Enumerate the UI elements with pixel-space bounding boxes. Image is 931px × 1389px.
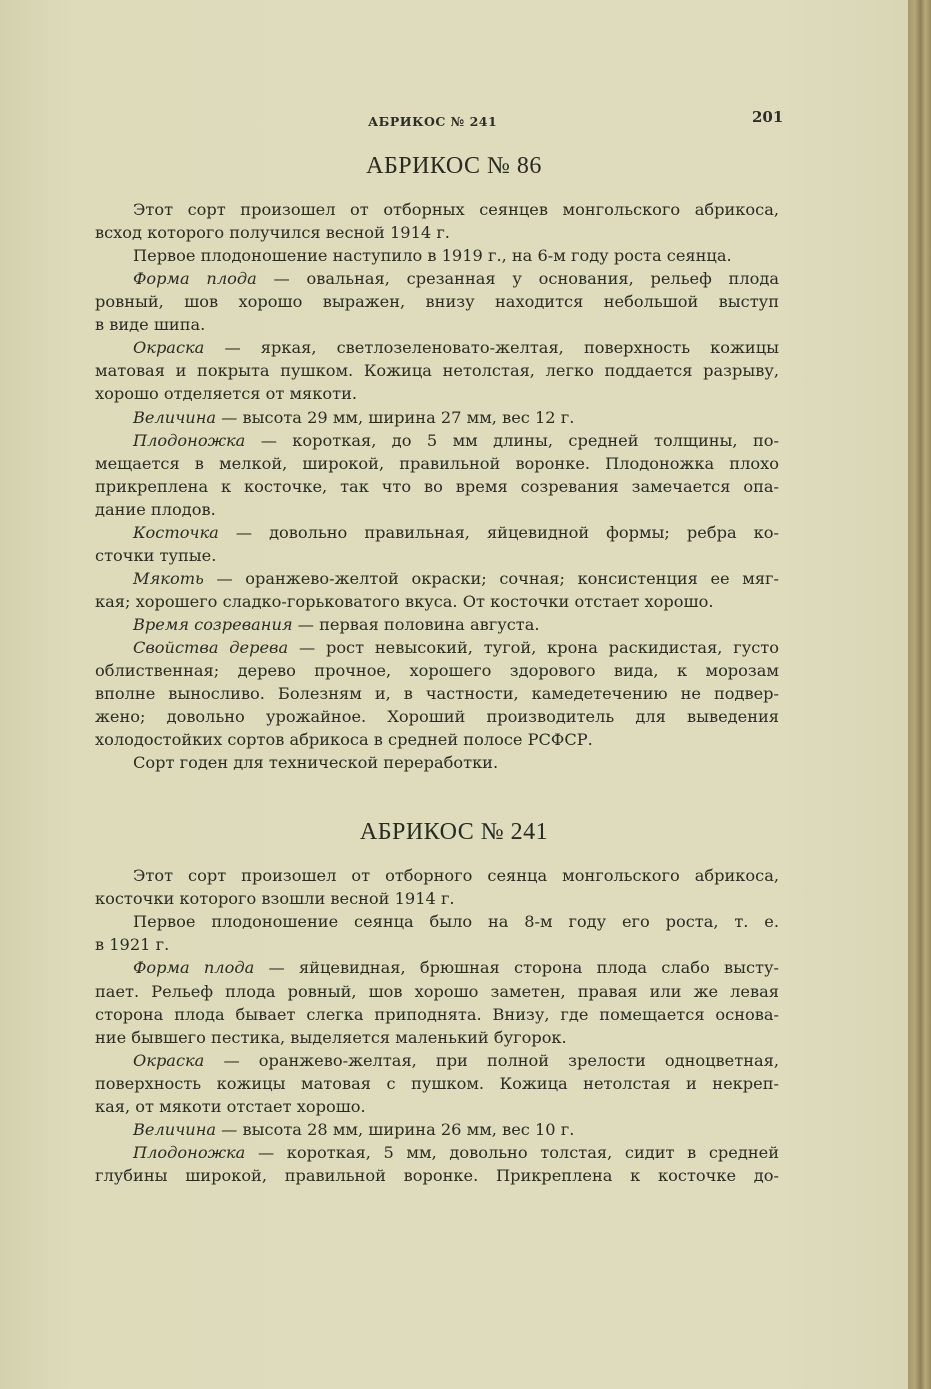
line-text: Первое плодоношение наступило в 1919 г., на 6-м году роста сеянца. xyxy=(133,246,732,266)
line-text: мещается в мелкой, широкой, правильной воронке. Плодоножка плохо xyxy=(95,453,779,473)
line-text: кая; хорошего сладко-горьковатого вкуса. От косточки отстает хорошо. xyxy=(95,591,714,611)
text-line xyxy=(95,1003,779,1026)
text-line xyxy=(133,521,779,544)
term-label: Окраска xyxy=(133,1050,205,1070)
section-title: АБРИКОС № 241 xyxy=(359,819,549,845)
line-text: — высота 28 мм, ширина 26 мм, вес 10 г. xyxy=(216,1120,575,1140)
text-line xyxy=(95,1095,779,1118)
text-line xyxy=(95,590,779,613)
text-line xyxy=(95,452,779,475)
line-text: ние бывшего пестика, выделяется маленький бугорок. xyxy=(95,1027,567,1047)
text-line xyxy=(133,567,779,590)
line-text: — высота 29 мм, ширина 27 мм, вес 12 г. xyxy=(216,407,575,427)
term-label: Мякоть xyxy=(133,568,204,588)
page-number: 201 xyxy=(752,108,784,126)
line-text: Этот сорт произошел от отборного сеянца монгольского абрикоса, xyxy=(133,866,779,885)
text-line xyxy=(133,910,779,933)
text-line xyxy=(133,956,779,979)
text-line xyxy=(95,359,779,382)
line-text: глубины широкой, правильной воронке. Прикреплена к косточке до- xyxy=(95,1166,779,1186)
line-text: облиственная; дерево прочное, хорошего здорового вида, к морозам xyxy=(95,661,779,680)
text-line xyxy=(133,267,779,290)
running-head: АБРИКОС № 241 xyxy=(368,114,498,129)
line-text: сторона плода бывает слегка приподнята. Внизу, где помещается основа- xyxy=(95,1004,779,1024)
text-line xyxy=(95,728,779,751)
line-text: — короткая, до 5 мм длины, средней толщины, по- xyxy=(245,430,779,450)
text-line xyxy=(95,290,779,313)
term-label: Свойства дерева xyxy=(133,638,289,657)
line-text: Сорт годен для технической переработки. xyxy=(133,753,499,773)
text-line xyxy=(95,382,779,405)
line-text: — оранжево-желтой окраски; сочная; консистенция ее мяг- xyxy=(203,568,779,588)
text-line xyxy=(95,313,779,336)
text-line xyxy=(95,1026,779,1049)
line-text: холодостойких сортов абрикоса в средней полосе РСФСР. xyxy=(95,730,593,750)
line-text: сточки тупые. xyxy=(95,545,217,565)
text-line xyxy=(133,864,779,887)
term-label: Плодоножка xyxy=(133,430,246,450)
page-edge xyxy=(908,0,931,1389)
text-line xyxy=(95,659,779,682)
section-title: АБРИКОС № 86 xyxy=(366,153,542,179)
text-line xyxy=(95,1072,779,1095)
text-line xyxy=(133,636,779,659)
term-label: Косточка xyxy=(133,522,219,542)
text-line xyxy=(133,1118,779,1141)
text-line xyxy=(133,1049,779,1072)
text-line xyxy=(95,705,779,728)
line-text: — рост невысокий, тугой, крона раскидистая, густо xyxy=(288,638,780,657)
text-line xyxy=(95,980,779,1003)
text-line xyxy=(95,933,779,956)
term-label: Время созревания xyxy=(133,614,293,634)
text-line xyxy=(95,1164,779,1187)
line-text: прикреплена к косточке, так что во время созревания замечается опа- xyxy=(95,476,779,496)
text-line xyxy=(133,244,779,267)
line-text: — оранжево-желтая, при полной зрелости одноцветная, xyxy=(204,1050,779,1070)
line-text: всход которого получился весной 1914 г. xyxy=(95,223,450,243)
text-line xyxy=(133,406,779,429)
line-text: — довольно правильная, яйцевидной формы; ребра ко- xyxy=(218,522,779,542)
term-label: Величина xyxy=(133,1120,217,1140)
text-line xyxy=(133,336,779,359)
term-label: Форма плода xyxy=(133,958,255,978)
line-text: в 1921 г. xyxy=(95,935,170,955)
text-line xyxy=(133,613,779,636)
term-label: Окраска xyxy=(133,338,205,358)
text-line xyxy=(95,498,779,521)
line-text: вполне выносливо. Болезням и, в частности, камедетечению не подвер- xyxy=(95,684,779,703)
line-text: — овальная, срезанная у основания, рельеф плода xyxy=(256,269,779,289)
text-line xyxy=(95,682,779,705)
line-text: в виде шипа. xyxy=(95,315,206,335)
line-text: хорошо отделяется от мякоти. xyxy=(95,384,358,404)
line-text: жено; довольно урожайное. Хороший производитель для выведения xyxy=(95,707,779,727)
line-text: пает. Рельеф плода ровный, шов хорошо заметен, правая или же левая xyxy=(95,981,779,1001)
text-line xyxy=(95,475,779,498)
line-text: поверхность кожицы матовая с пушком. Кожица нетолстая и некреп- xyxy=(95,1073,779,1093)
text-line xyxy=(133,1141,779,1164)
line-text: — короткая, 5 мм, довольно толстая, сидит в средней xyxy=(245,1143,779,1163)
line-text: матовая и покрыта пушком. Кожица нетолстая, легко поддается разрыву, xyxy=(95,361,779,381)
text-line xyxy=(95,544,779,567)
line-text: косточки которого взошли весной 1914 г. xyxy=(95,889,455,909)
text-line xyxy=(95,221,779,244)
line-text: — яркая, светлозеленовато-желтая, поверхность кожицы xyxy=(204,338,779,358)
line-text: дание плодов. xyxy=(95,499,216,519)
line-text: кая, от мякоти отстает хорошо. xyxy=(95,1097,366,1116)
line-text: Этот сорт произошел от отборных сеянцев монгольского абрикоса, xyxy=(133,200,779,219)
term-label: Форма плода xyxy=(133,269,257,289)
text-line xyxy=(133,429,779,452)
text-line xyxy=(133,751,779,774)
line-text: — яйцевидная, брюшная сторона плода слабо высту- xyxy=(254,958,779,978)
term-label: Величина xyxy=(133,407,217,427)
text-line xyxy=(95,887,779,910)
line-text: Первое плодоношение сеянца было на 8-м году его роста, т. е. xyxy=(133,912,779,932)
line-text: — первая половина августа. xyxy=(292,614,540,634)
term-label: Плодоножка xyxy=(133,1143,246,1163)
line-text: ровный, шов хорошо выражен, внизу находится небольшой выступ xyxy=(95,292,779,312)
text-line xyxy=(133,198,779,221)
